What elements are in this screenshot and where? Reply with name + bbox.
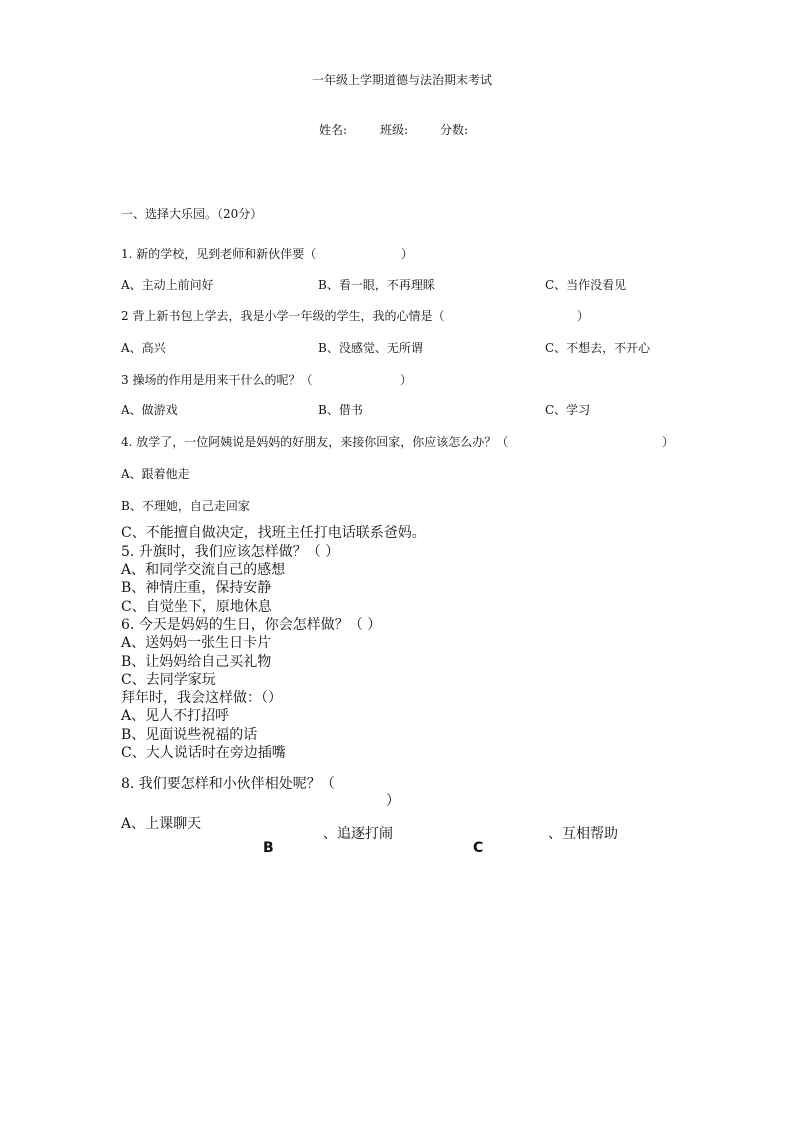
option-b: B、不理她，自己走回家: [121, 499, 250, 513]
option-c-text: 、互相帮助: [548, 826, 618, 842]
answer-blank-close: ）: [386, 793, 400, 809]
option-b: B、借书: [318, 403, 363, 417]
option-b-text: 、追逐打闹: [323, 826, 393, 842]
option-a: A、做游戏: [121, 403, 178, 417]
option-c: C、不想去，不开心: [545, 341, 651, 355]
question-stem: 6. 今天是妈妈的生日，你会怎样做？（ ）: [121, 617, 382, 633]
option-b: B、神情庄重，保持安静: [121, 580, 272, 596]
exam-title: 一年级上学期道德与法治期末考试: [312, 73, 493, 87]
option-a: A、和同学交流自己的感想: [121, 562, 286, 578]
question-stem: 2 背上新书包上学去，我是小学一年级的学生，我的心情是（: [121, 309, 445, 323]
option-b: B、见面说些祝福的话: [121, 727, 258, 743]
option-b: B、没感觉、无所谓: [318, 341, 423, 355]
option-c: C、不能擅自做决定，找班主任打电话联系爸妈。: [121, 525, 426, 541]
question-stem: 8. 我们要怎样和小伙伴相处呢？（: [121, 776, 335, 792]
question-stem: 5. 升旗时，我们应该怎样做？（ ）: [121, 544, 340, 560]
question-stem: 3 操场的作用是用来干什么的呢？（: [121, 373, 313, 387]
option-a: A、见人不打招呼: [121, 708, 230, 724]
option-a: A、高兴: [121, 341, 166, 355]
option-c: C、自觉坐下，原地休息: [121, 599, 272, 615]
option-b-letter: B: [263, 840, 274, 856]
section-heading: 一、选择大乐园。（20分）: [121, 207, 263, 221]
option-c-letter: C: [473, 840, 484, 856]
question-stem: 拜年时，我会这样做：（）: [121, 690, 282, 706]
option-b: B、看一眼，不再理睬: [318, 278, 435, 292]
score-label: 分数:: [440, 123, 469, 137]
option-c: C、学习: [545, 403, 591, 417]
option-c: C、大人说话时在旁边插嘴: [121, 745, 286, 761]
question-stem: 4. 放学了，一位阿姨说是妈妈的好朋友，来接你回家，你应该怎么办？（: [121, 435, 509, 449]
answer-blank-close: ）: [662, 435, 675, 449]
class-label: 班级:: [380, 123, 409, 137]
option-c: C、去同学家玩: [121, 672, 216, 688]
option-a: A、上课聊天: [121, 816, 202, 832]
option-c: C、当作没看见: [545, 278, 627, 292]
answer-blank-close: ）: [400, 373, 413, 387]
option-a: A、主动上前问好: [121, 278, 214, 292]
option-a: A、送妈妈一张生日卡片: [121, 635, 272, 651]
answer-blank-close: ）: [577, 309, 590, 323]
option-b: B、让妈妈给自己买礼物: [121, 654, 272, 670]
name-label: 姓名:: [319, 123, 348, 137]
option-a: A、跟着他走: [121, 467, 190, 481]
question-stem: 1. 新的学校，见到老师和新伙伴要（: [121, 247, 317, 261]
answer-blank-close: ）: [401, 247, 414, 261]
